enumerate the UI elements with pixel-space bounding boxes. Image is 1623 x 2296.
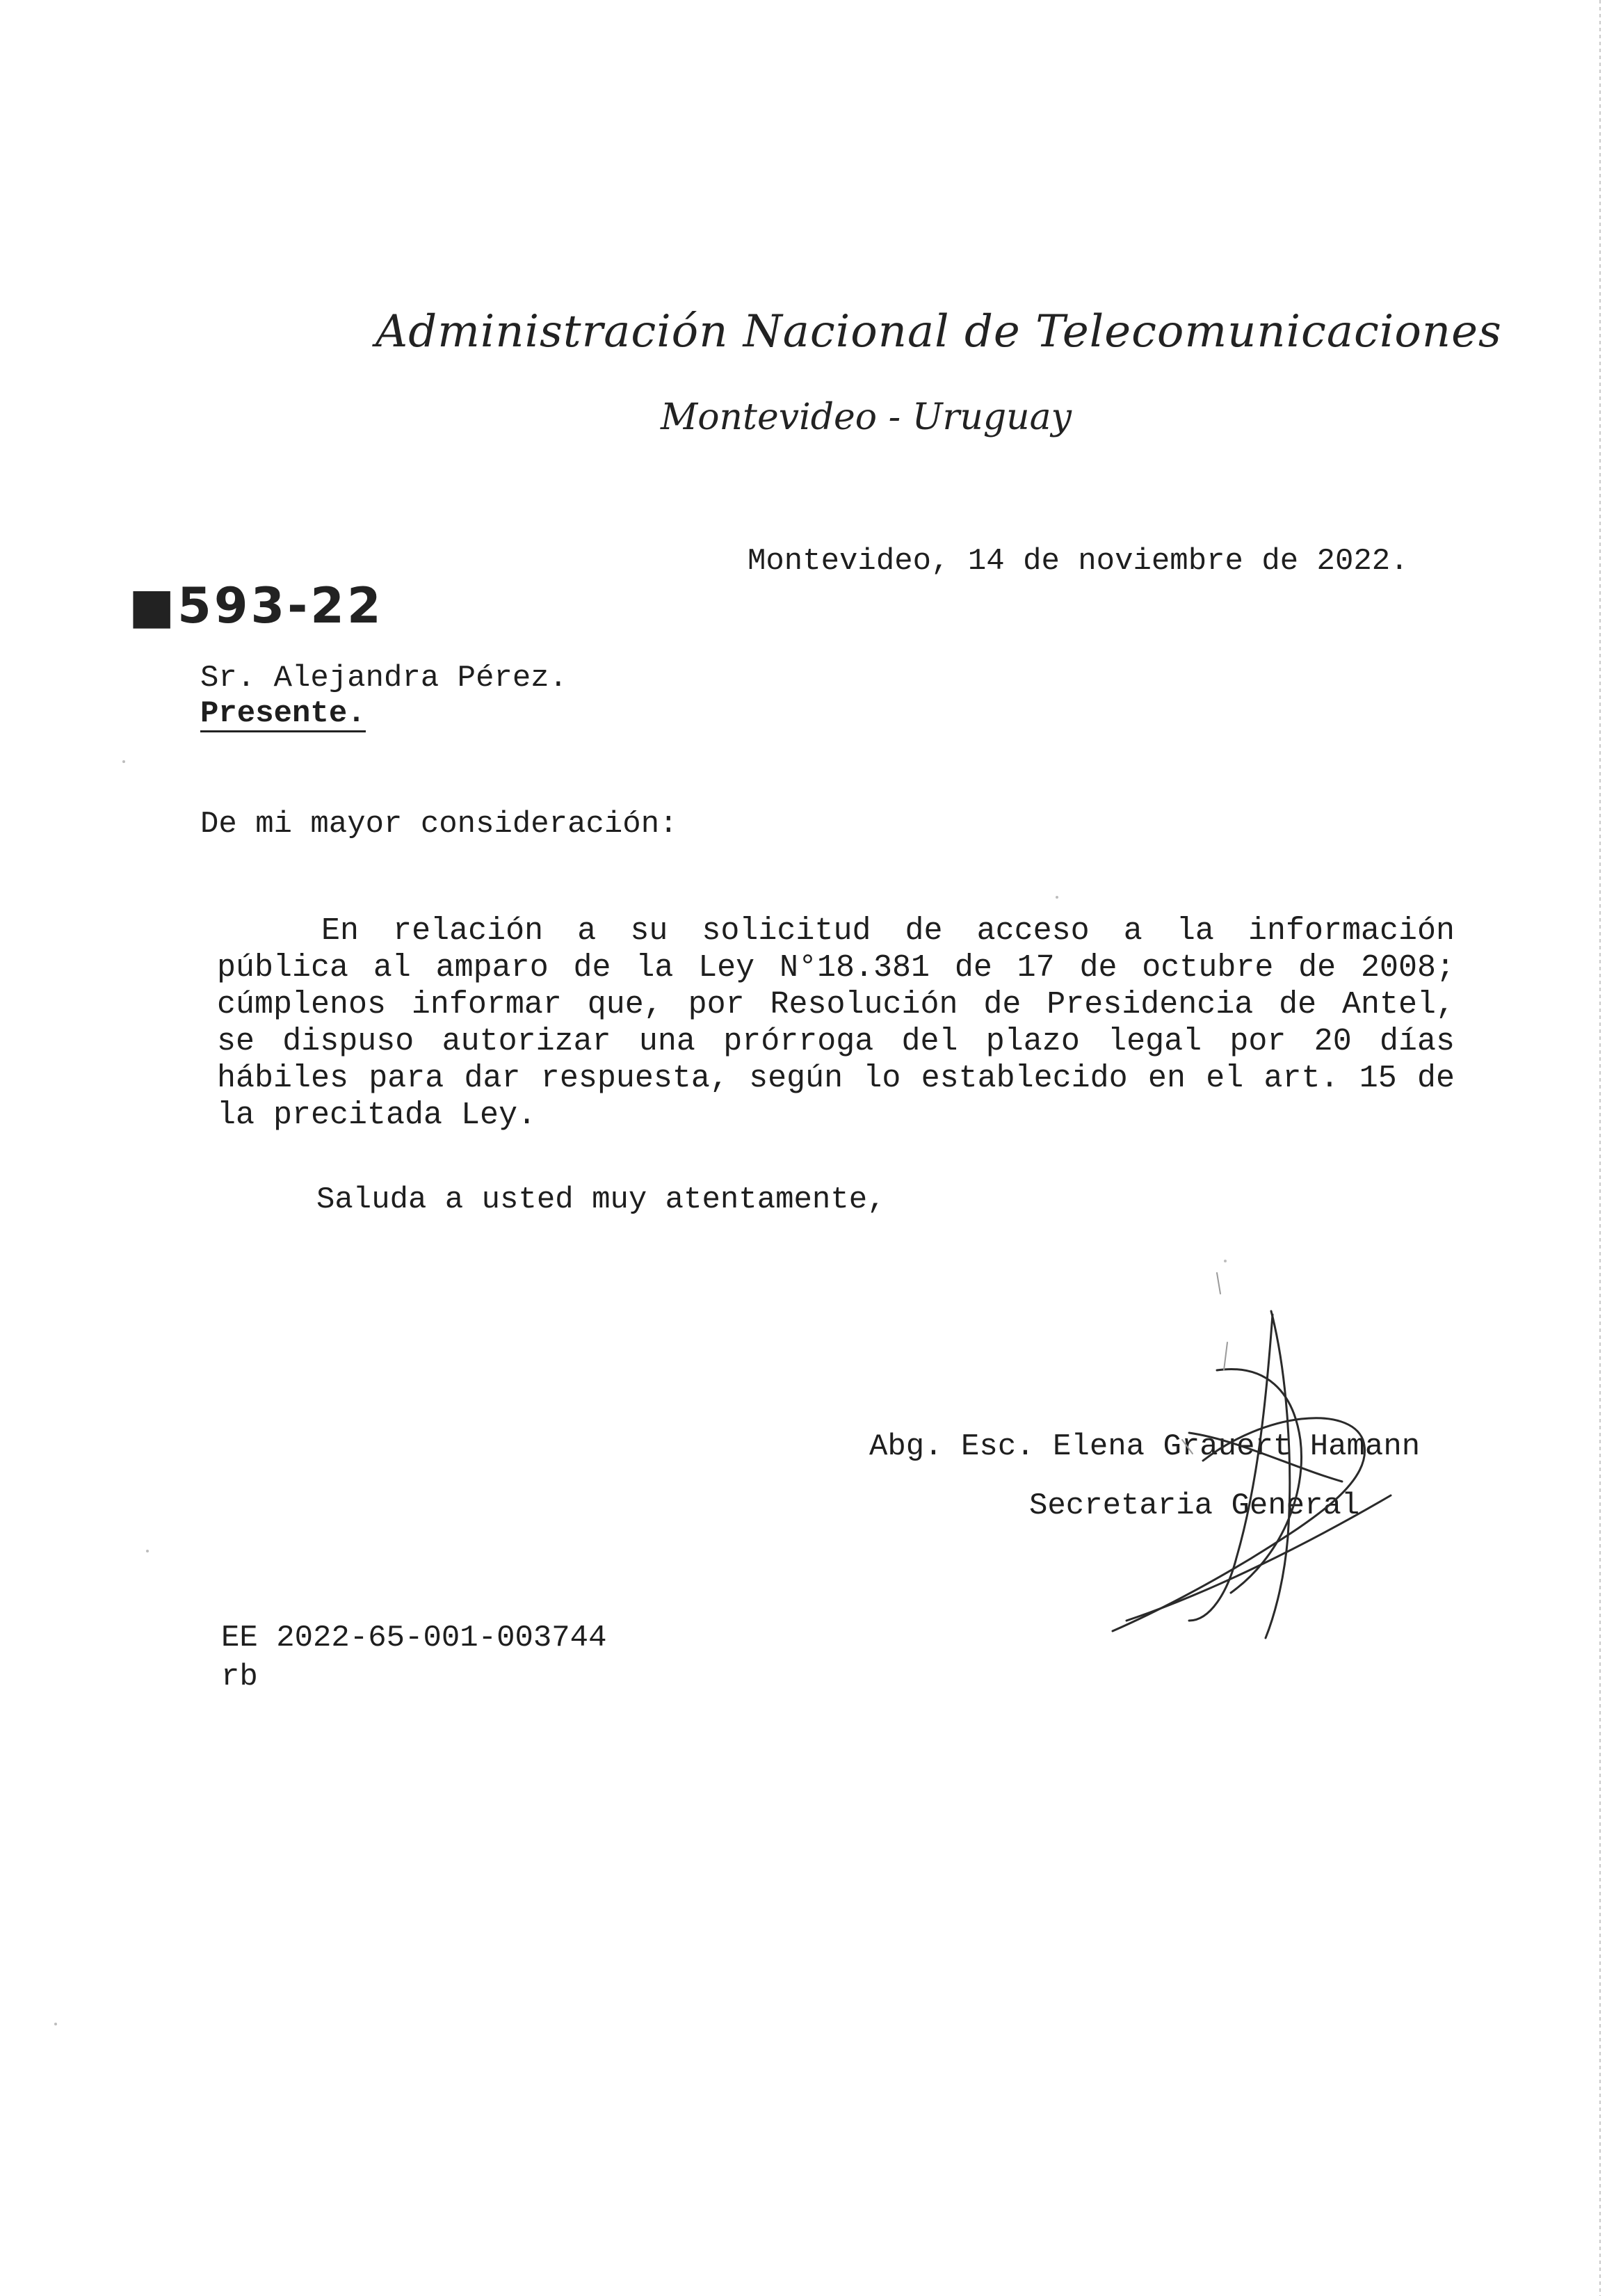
letterhead-organization: Administración Nacional de Telecomunicaciones [376, 306, 1502, 358]
recipient-presente: Presente. [200, 696, 366, 731]
date-line: Montevideo, 14 de noviembre de 2022. [748, 544, 1409, 579]
signer-name: Abg. Esc. Elena Grauert Hamann [869, 1429, 1421, 1464]
reference-initials: rb [221, 1660, 258, 1694]
recipient-name: Sr. Alejandra Pérez. [200, 661, 568, 696]
signer-title: Secretaria General [1029, 1488, 1360, 1523]
handwritten-signature [1085, 1231, 1474, 1648]
stamp-number: ■593-22 [129, 577, 384, 634]
letterhead-city: Montevideo - Uruguay [661, 396, 1072, 438]
scan-edge-line [1599, 0, 1601, 2296]
reference-code: EE 2022-65-001-003744 [221, 1621, 607, 1655]
closing-line: Saluda a usted muy atentamente, [316, 1182, 886, 1217]
body-paragraph: En relación a su solicitud de acceso a la información pública al amparo de la Ley N°18.381 de 17 de octubre de 2008; cúmplenos informar que, por Resolución de Presidencia de Antel, se dispuso autorizar una prórroga del plazo legal por 20 días hábiles para dar respuesta, según lo establecido en el art. 15 de la precitada Ley. [217, 913, 1455, 1133]
salutation: De mi mayor consideración: [200, 807, 678, 842]
